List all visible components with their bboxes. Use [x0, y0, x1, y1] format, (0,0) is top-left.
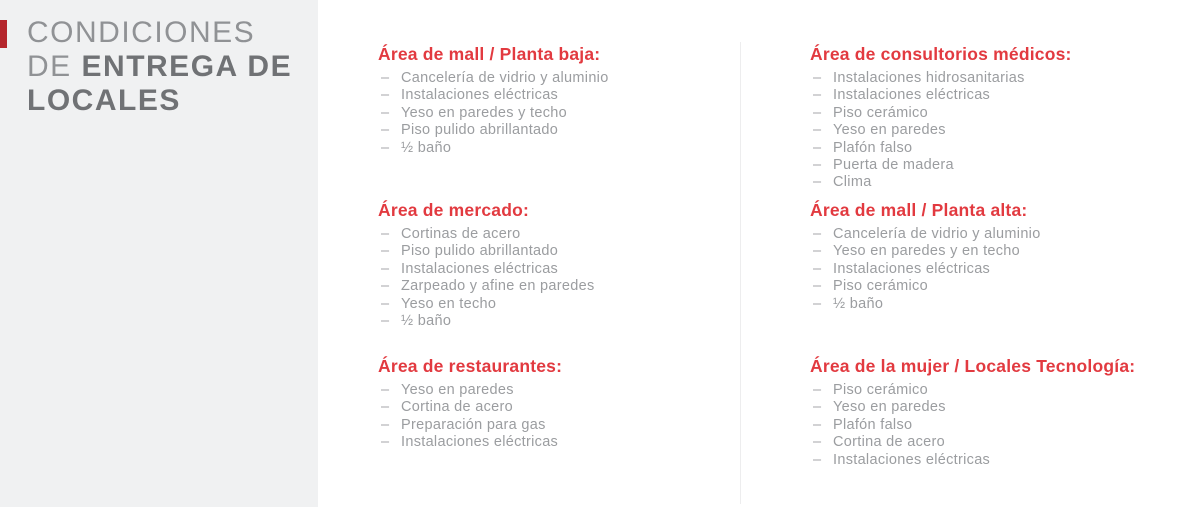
dash-marker: –	[381, 104, 390, 121]
dash-marker: –	[381, 243, 390, 260]
section-heading: Área de la mujer / Locales Tecnología:	[810, 356, 1136, 376]
condition-list	[810, 226, 1170, 313]
dash-marker: –	[381, 122, 390, 139]
red-accent-bar	[0, 20, 7, 48]
dash-marker: –	[813, 434, 822, 451]
dash-marker: –	[813, 70, 822, 86]
list-item	[810, 87, 1170, 104]
section-restaurantes	[378, 356, 738, 452]
dash-marker: –	[813, 278, 822, 295]
list-item	[378, 226, 738, 243]
dash-marker: –	[381, 139, 390, 156]
dash-marker: –	[813, 157, 822, 174]
dash-marker: –	[381, 313, 390, 330]
page-title-line1: CONDICIONES	[27, 16, 256, 49]
list-item-text: Instalaciones eléctricas	[833, 87, 991, 104]
dash-marker: –	[813, 104, 822, 121]
dash-marker: –	[381, 260, 390, 277]
list-item-text: Instalaciones eléctricas	[401, 87, 559, 104]
list-item	[378, 122, 738, 139]
list-item-text: Piso cerámico	[833, 104, 928, 121]
list-item-text: Piso cerámico	[833, 278, 928, 295]
list-item	[378, 382, 738, 399]
section-mall-planta-alta	[810, 200, 1170, 313]
dash-marker: –	[813, 174, 822, 191]
list-item	[810, 434, 1170, 451]
list-item-text: Cancelería de vidrio y aluminio	[401, 70, 609, 86]
list-item-text: Piso cerámico	[833, 382, 928, 398]
dash-marker: –	[813, 139, 822, 156]
list-item	[378, 87, 738, 104]
list-item	[810, 122, 1170, 139]
list-item	[810, 70, 1170, 87]
list-item-text: Instalaciones eléctricas	[833, 451, 991, 468]
list-item	[378, 70, 738, 87]
list-item	[810, 399, 1170, 416]
dash-marker: –	[813, 87, 822, 104]
list-item-text: ½ baño	[833, 295, 884, 312]
dash-marker: –	[381, 70, 390, 86]
list-item	[810, 174, 1170, 191]
list-item-text: Yeso en paredes	[401, 382, 514, 398]
list-item-text: Plafón falso	[833, 139, 913, 156]
list-item	[810, 105, 1170, 122]
dash-marker: –	[813, 243, 822, 260]
list-item	[378, 434, 738, 451]
list-item	[810, 382, 1170, 399]
list-item	[810, 140, 1170, 157]
list-item-text: Instalaciones eléctricas	[401, 434, 559, 451]
condition-list	[378, 382, 738, 452]
dash-marker: –	[813, 260, 822, 277]
list-item	[378, 261, 738, 278]
dash-marker: –	[381, 226, 390, 242]
list-item-text: Cortina de acero	[401, 399, 513, 416]
section-mercado	[378, 200, 738, 330]
dash-marker: –	[813, 451, 822, 468]
list-item-text: Plafón falso	[833, 416, 913, 433]
dash-marker: –	[813, 382, 822, 398]
list-item	[378, 417, 738, 434]
title-sidebar	[0, 0, 318, 507]
list-item-text: Piso pulido abrillantado	[401, 122, 559, 139]
list-item-text: Instalaciones hidrosanitarias	[833, 70, 1025, 86]
list-item-text: Yeso en paredes y en techo	[833, 243, 1021, 260]
dash-marker: –	[381, 382, 390, 398]
condition-list	[810, 382, 1170, 469]
list-item-text: Yeso en paredes y techo	[401, 104, 567, 121]
list-item-text: Clima	[833, 174, 872, 191]
list-item-text: Puerta de madera	[833, 157, 954, 174]
condition-list	[378, 70, 738, 157]
section-heading: Área de mall / Planta alta:	[810, 200, 1028, 220]
section-mujer-locales-tecnologia	[810, 356, 1170, 469]
list-item	[378, 399, 738, 416]
list-item-text: Yeso en techo	[401, 295, 497, 312]
dash-marker: –	[381, 87, 390, 104]
list-item	[378, 243, 738, 260]
dash-marker: –	[813, 295, 822, 312]
list-item	[378, 140, 738, 157]
list-item-text: Zarpeado y afine en paredes	[401, 278, 595, 295]
list-item-text: Preparación para gas	[401, 416, 546, 433]
dash-marker: –	[813, 399, 822, 416]
list-item-text: ½ baño	[401, 313, 452, 330]
list-item-text: Yeso en paredes	[833, 122, 946, 139]
list-item-text: Yeso en paredes	[833, 399, 946, 416]
list-item	[810, 417, 1170, 434]
list-item-text: Piso pulido abrillantado	[401, 243, 559, 260]
list-item	[810, 261, 1170, 278]
dash-marker: –	[381, 278, 390, 295]
list-item	[810, 243, 1170, 260]
section-heading: Área de mercado:	[378, 200, 530, 220]
list-item	[810, 278, 1170, 295]
dash-marker: –	[381, 416, 390, 433]
section-mall-planta-baja	[378, 44, 738, 157]
section-consultorios-medicos	[810, 44, 1170, 192]
dash-marker: –	[813, 416, 822, 433]
list-item	[810, 452, 1170, 469]
section-heading: Área de restaurantes:	[378, 356, 563, 376]
dash-marker: –	[813, 122, 822, 139]
condition-list	[378, 226, 738, 330]
list-item	[810, 226, 1170, 243]
list-item-text: Cortinas de acero	[401, 226, 521, 242]
dash-marker: –	[381, 399, 390, 416]
list-item-text: ½ baño	[401, 139, 452, 156]
list-item	[810, 157, 1170, 174]
list-item-text: Instalaciones eléctricas	[401, 260, 559, 277]
section-heading: Área de mall / Planta baja:	[378, 44, 601, 64]
list-item	[378, 313, 738, 330]
section-heading: Área de consultorios médicos:	[810, 44, 1072, 64]
column-divider	[740, 42, 741, 504]
list-item	[378, 278, 738, 295]
list-item-text: Instalaciones eléctricas	[833, 260, 991, 277]
page-title-line2: DE ENTREGA DE	[27, 50, 293, 83]
list-item	[378, 105, 738, 122]
page-title	[27, 16, 292, 118]
dash-marker: –	[381, 434, 390, 451]
list-item-text: Cortina de acero	[833, 434, 945, 451]
dash-marker: –	[813, 226, 822, 242]
dash-marker: –	[381, 295, 390, 312]
condition-list	[810, 70, 1170, 192]
list-item	[810, 296, 1170, 313]
page-title-line3: LOCALES	[27, 84, 181, 117]
list-item	[378, 296, 738, 313]
list-item-text: Cancelería de vidrio y aluminio	[833, 226, 1041, 242]
